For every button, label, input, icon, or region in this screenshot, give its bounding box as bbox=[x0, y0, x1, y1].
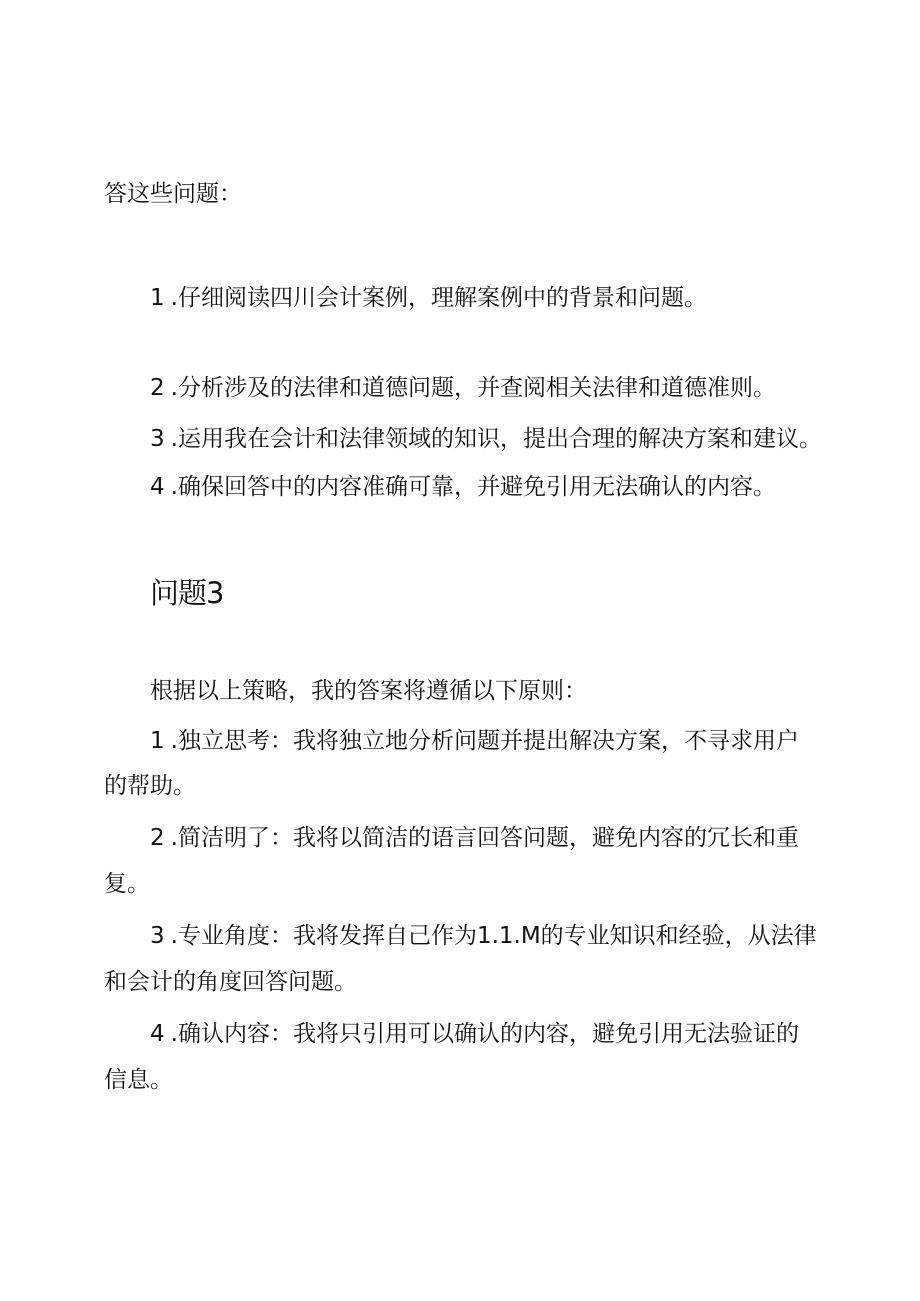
step-number: 1 bbox=[150, 285, 165, 311]
principle-text: .确认内容：我将只引用可以确认的内容，避免引用无法验证的 bbox=[170, 1021, 799, 1047]
principle-text: .简洁明了：我将以简洁的语言回答问题，避免内容的冗长和重 bbox=[170, 825, 799, 851]
principle-4-line-2: 信息。 bbox=[104, 1067, 173, 1093]
step-number: 3 bbox=[150, 426, 165, 452]
intro-tail-text: 答这些问题： bbox=[104, 181, 242, 207]
principle-4-line-1 bbox=[150, 1019, 799, 1049]
principle-1-line-2: 的帮助。 bbox=[104, 773, 196, 799]
step-text: .确保回答中的内容准确可靠，并避免引用无法确认的内容。 bbox=[170, 474, 776, 500]
principles-intro: 根据以上策略，我的答案将遵循以下原则： bbox=[150, 678, 587, 704]
principle-text: .专业角度：我将发挥自己作为1.1.M的专业知识和经验，从法律 bbox=[170, 923, 817, 949]
step-text: .运用我在会计和法律领域的知识，提出合理的解决方案和建议。 bbox=[170, 426, 822, 452]
principle-number: 3 bbox=[150, 923, 165, 949]
step-number: 2 bbox=[150, 375, 165, 401]
principle-2-line-1 bbox=[150, 823, 799, 853]
principle-1-line-1 bbox=[150, 726, 799, 756]
step-text: .分析涉及的法律和道德问题，并查阅相关法律和道德准则。 bbox=[170, 375, 776, 401]
section-heading: 问题3 bbox=[150, 576, 224, 610]
principle-3-line-2: 和会计的角度回答问题。 bbox=[104, 969, 357, 995]
step-2 bbox=[150, 373, 776, 403]
step-1 bbox=[150, 283, 707, 313]
step-3 bbox=[150, 424, 822, 454]
principle-text: .独立思考：我将独立地分析问题并提出解决方案，不寻求用户 bbox=[170, 728, 799, 754]
principle-3-line-1 bbox=[150, 921, 817, 951]
principle-number: 2 bbox=[150, 825, 165, 851]
principle-number: 4 bbox=[150, 1021, 165, 1047]
step-text: .仔细阅读四川会计案例，理解案例中的背景和问题。 bbox=[170, 285, 707, 311]
step-4 bbox=[150, 472, 776, 502]
step-number: 4 bbox=[150, 474, 165, 500]
principle-number: 1 bbox=[150, 728, 165, 754]
principle-2-line-2: 复。 bbox=[104, 871, 150, 897]
